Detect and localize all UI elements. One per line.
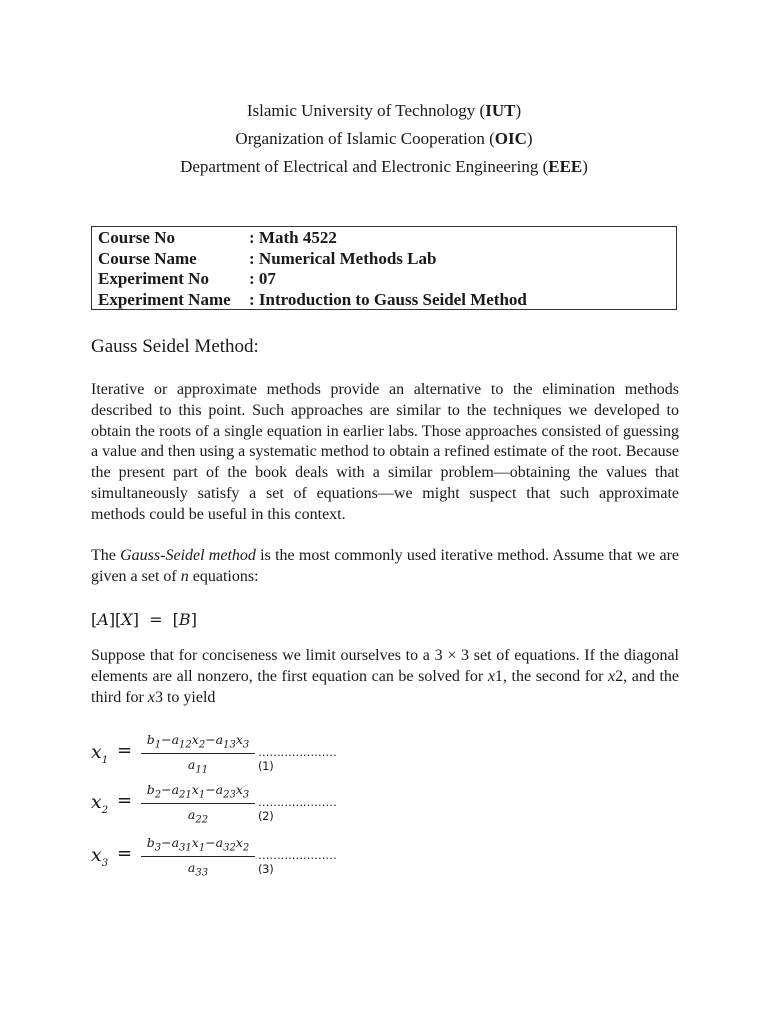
organization-line: Organization of Islamic Cooperation (OIC) [235,129,533,148]
fraction-numerator [141,732,255,754]
operator: − [161,782,172,797]
operator: − [205,782,216,797]
info-value: : Math 4522 [249,228,337,247]
matrix-equation: [A][X] = [B] [91,610,197,629]
equation-fraction [141,782,255,825]
department-line: Department of Electrical and Electronic Engineering (EEE) [180,157,588,176]
conciseness-paragraph: Suppose that for conciseness we limit ourselves to a 3 × 3 set of equations. If the diagonal elements are all nonzero, the first equation can be solved for x1, the second for x2, and the third for x3 to yield [91,647,679,706]
course-info-box [91,226,677,310]
operator: − [161,835,172,850]
variable: $b_1$ [146,732,162,751]
equation-number: …………………(2) [258,795,337,823]
university-abbr: IUT [485,101,516,120]
operator: − [205,835,216,850]
equation-fraction [141,732,255,775]
equation-number: …………………(3) [258,848,337,876]
operator: − [161,732,172,747]
course-no-row [98,228,676,249]
variable: $a_{13}$ [215,732,236,751]
equation-number: …………………(1) [258,745,337,773]
experiment-no-row [98,269,676,290]
fraction-denominator: $a_{22}$ [187,806,209,825]
institution-header [0,97,768,181]
equation-fraction [141,835,255,878]
fraction-numerator [141,835,255,857]
info-label: Experiment No [98,269,209,288]
info-label: Course Name [98,248,197,268]
equation-lhs: $x_1$ [91,741,109,766]
info-value: : Numerical Methods Lab [249,248,437,268]
operator: − [205,732,216,747]
variable: $a_{21}$ [171,782,192,801]
variable: $x_3$ [235,782,250,801]
document-page: Islamic University of Technology (IUT) Organization of Islamic Cooperation (OIC) Department of Electrical and Electronic Engineering (EEE) Course No : Math 4522 Course Name : Numerical Methods Lab Experiment No : 07 Experiment Name : Introduction to Gauss Seidel Method Gauss Seidel Method: Iterative or approximate methods provide an alternative to the elimination methods described to this point. Such approaches are similar to the techniques we developed to obtain the roots of a single equation in earlier labs. Those approaches consisted of guessing a value and then using a systematic method to obtain a refined estimate of the root. Because the present part of the book deals with a similar problem—obtaining the values that simultaneously satisfy a set of equations—we might suspect that such approximate methods could be useful in this context. The Gauss-Seidel method is the most commonly used iterative method. Assume that we are given a set of n equations: [A][X] = [B] Suppose that for conciseness we limit ourselves to a 3 × 3 set of equations. If the diagonal elements are all nonzero, the first equation can be solved for x1, the second for x2, and the third for x3 to yield $x_1$ = $\frac{b_1-a_{12}x_2-a_{13}x_3}{a_{11}}$ …………………(1) $x_2$ = $\frac{b_2-a_{21}x_1-a_{23}x_3}{a_{22}}$ …………………(2) $x_3$ = $\frac{b_3-a_{31}x_1-a_{32}x_2}{a_{33}}$ …………………(3) [0,0,768,1024]
fraction-denominator: $a_{33}$ [187,859,209,878]
variable-n: n [180,567,189,585]
variable: $x_2$ [191,732,206,751]
variable: $a_{23}$ [215,782,236,801]
fraction-numerator [141,782,255,804]
gauss-seidel-paragraph: The Gauss-Seidel method is the most commonly used iterative method. Assume that we are given a set of n equations: [91,547,680,585]
info-label: Experiment Name [98,289,231,309]
variable: $a_{32}$ [215,835,236,854]
equation-lhs: $x_2$ [91,791,109,816]
variable: $x_1$ [191,835,206,854]
department-abbr: EEE [548,157,583,176]
fraction-denominator: $a_{11}$ [187,756,209,775]
experiment-name-row [98,290,676,311]
organization-abbr: OIC [494,129,527,148]
section-title: Gauss Seidel Method: [91,336,259,357]
variable: $x_1$ [191,782,206,801]
variable: $x_2$ [235,835,250,854]
university-line: Islamic University of Technology (IUT) [246,101,522,120]
intro-paragraph: Iterative or approximate methods provide an alternative to the elimination methods described to this point. Such approaches are similar to the techniques we developed to obtain the roots of a single equation in earlier labs. Those approaches consisted of guessing a value and then using a systematic method to obtain a refined estimate of the root. Because the present part of the book deals with a similar problem—obtaining the values that simultaneously satisfy a set of equations—we might suspect that such approximate methods could be useful in this context. [91,381,679,523]
info-value: : 07 [249,269,276,288]
variable: $a_{12}$ [171,732,192,751]
method-name: Gauss-Seidel method [120,547,256,564]
variable: $x_3$ [235,732,250,751]
variable: $b_2$ [146,782,162,801]
equation-lhs: $x_3$ [91,844,109,869]
variable: $b_3$ [146,835,162,854]
variable: $a_{31}$ [171,835,192,854]
course-name-row [98,249,676,270]
info-label: Course No [98,228,175,247]
info-value: : Introduction to Gauss Seidel Method [249,289,527,309]
